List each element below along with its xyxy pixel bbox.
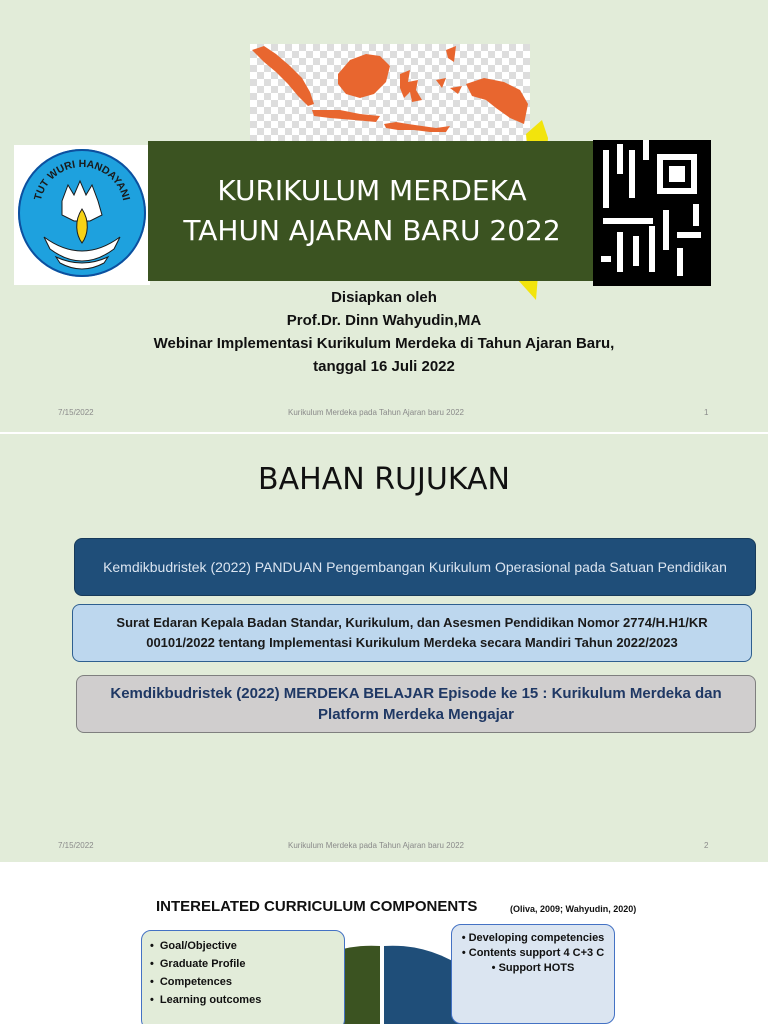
- list-item: • Goal/Objective: [150, 937, 336, 955]
- prepared-by-block: [0, 286, 768, 378]
- title-box: [148, 141, 596, 281]
- slide-1: [0, 0, 768, 432]
- title-line-2: TAHUN AJARAN BARU 2022: [183, 214, 561, 247]
- list-item: • Graduate Profile: [150, 955, 336, 973]
- qr-pattern-icon: [593, 140, 711, 286]
- reference-box-1: Kemdikbudristek (2022) PANDUAN Pengembangan Kurikulum Operasional pada Satuan Pendidikan: [74, 538, 756, 596]
- svg-text:TUT WURI HANDAYANI: TUT WURI HANDAYANI: [31, 157, 133, 202]
- prepared-by: Disiapkan oleh: [331, 289, 437, 306]
- citation: (Oliva, 2009; Wahyudin, 2020): [510, 904, 637, 914]
- list-item: • Learning outcomes: [150, 991, 336, 1009]
- list-item: • Support HOTS: [491, 962, 575, 974]
- slide-3: [0, 866, 768, 1024]
- slide-2: [0, 434, 768, 862]
- curriculum-components-diagram: [0, 866, 768, 1024]
- list-item: • Contents support 4 C+3 C: [461, 947, 605, 959]
- tut-wuri-handayani-logo: [14, 145, 150, 285]
- footer-text: Kurikulum Merdeka pada Tahun Ajaran baru 2022: [288, 841, 464, 850]
- reference-box-3: Kemdikbudristek (2022) MERDEKA BELAJAR Episode ke 15 : Kurikulum Merdeka dan Platform Merdeka Mengajar: [76, 675, 756, 733]
- slide-footer: [0, 408, 768, 422]
- components-list-left: [141, 930, 345, 1024]
- footer-page-number: 1: [704, 408, 709, 417]
- indonesia-map-icon: [250, 44, 530, 144]
- components-list-right: [451, 924, 615, 1024]
- event-name: Webinar Implementasi Kurikulum Merdeka di Tahun Ajaran Baru,: [153, 335, 615, 352]
- slide-title: INTERELATED CURRICULUM COMPONENTS: [156, 898, 478, 915]
- slide-title: BAHAN RUJUKAN: [258, 462, 510, 497]
- author-name: Prof.Dr. Dinn Wahyudin,MA: [286, 312, 482, 329]
- footer-page-number: 2: [704, 841, 709, 850]
- footer-date: 7/15/2022: [58, 408, 94, 417]
- slide-footer: [0, 841, 768, 855]
- list-item: • Developing competencies: [461, 932, 605, 944]
- title-line-1: KURIKULUM MERDEKA: [217, 174, 527, 207]
- list-item: • Competences: [150, 973, 336, 991]
- footer-text: Kurikulum Merdeka pada Tahun Ajaran baru 2022: [288, 408, 464, 417]
- reference-box-2: Surat Edaran Kepala Badan Standar, Kurikulum, dan Asesmen Pendidikan Nomor 2774/H.H1/KR 00101/2022 tentang Implementasi Kurikulum Merdeka secara Mandiri Tahun 2022/2023: [72, 604, 752, 662]
- event-date: tanggal 16 Juli 2022: [313, 358, 455, 375]
- footer-date: 7/15/2022: [58, 841, 94, 850]
